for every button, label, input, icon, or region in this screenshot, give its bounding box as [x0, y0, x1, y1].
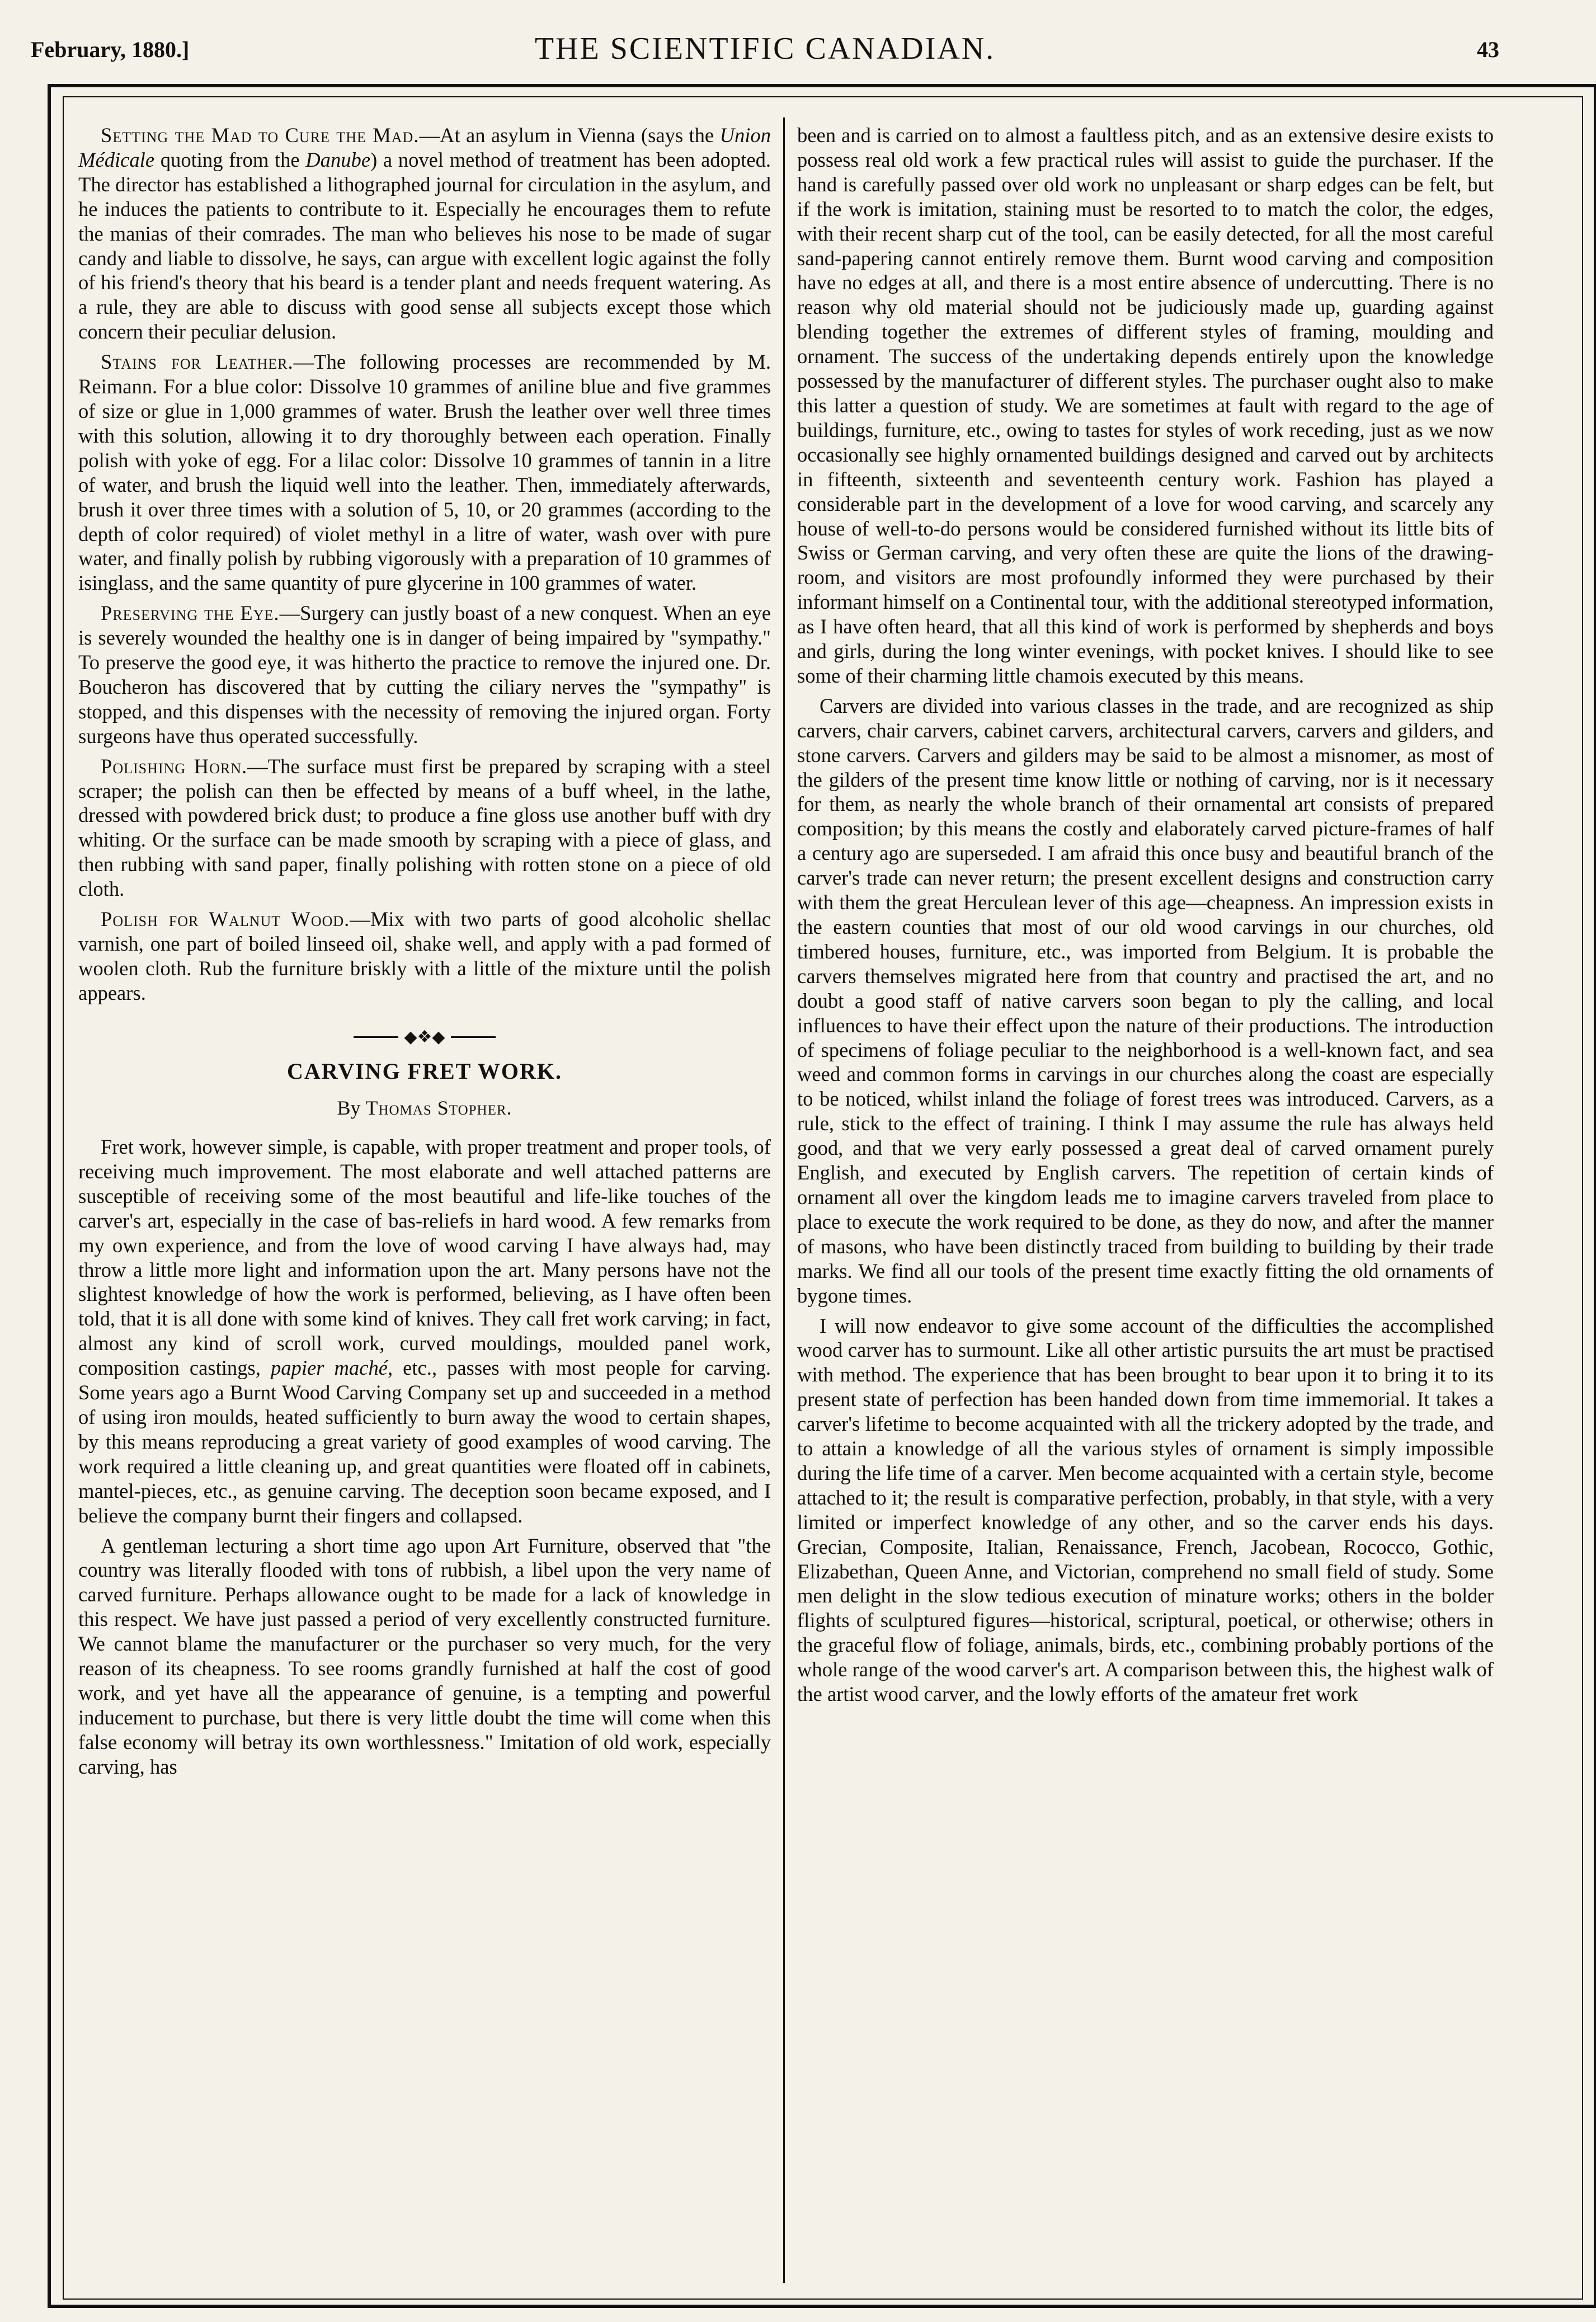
item-text: —At an asylum in Vienna (says the: [419, 124, 720, 147]
item-stains-for-leather: [78, 350, 771, 595]
item-text: quoting from the: [154, 148, 306, 171]
item-heading: Stains for Leather.: [101, 350, 294, 374]
item-text: —The following processes are recommended by M. Reimann. For a blue color: Dissolve 10 grammes of aniline blue and five grammes of size or glue in 1,000 grammes of water. Brush the leather over well three times with this solution, allowing it to dry thoroughly between each operation. Finally polish with yoke of egg. For a lilac color: Dissolve 10 grammes of tannin in a litre of water, and brush the liquid well into the leather. Then, immediately afterwards, brush it over three times with a solution of 5, 10, or 20 grammes (according to the depth of color required) of violet methyl in a litre of water, wash over with pure water, and finally polish by rubbing vigorously with a preparation of 10 grammes of isinglass, and the same quantity of pure glycerine in 100 grammes of water.: [78, 350, 771, 595]
item-setting-the-mad: [78, 123, 771, 344]
article-paragraph: A gentleman lecturing a short time ago upon Art Furniture, observed that "the country was literally flooded with tons of rubbish, a libel upon the very name of carved furniture. Perhaps allowance ought to be made for a lack of knowledge in this respect. We have just passed a period of very excellently constructed furniture. We cannot blame the manufacturer or the purchaser so very much, for the very reason of its cheapness. To see rooms grandly furnished at half the cost of good work, and yet have all the appearance of genuine, is a tempting and powerful inducement to purchase, but there is very little doubt the time will come when this false economy will betray its own worthlessness." Imitation of old work, especially carving, has: [78, 1534, 771, 1778]
item-preserving-the-eye: [78, 601, 771, 748]
paragraph-text-italic: papier maché: [270, 1356, 388, 1380]
item-polishing-horn: [78, 754, 771, 901]
article-byline: [78, 1096, 771, 1120]
item-text: —The surface must first be prepared by scraping with a steel scraper; the polish can then be effected by means of a buff wheel, in the lathe, dressed with powdered brick dust; to produce a fine gloss use another buff with dry whiting. Or the surface can be made smooth by scraping with a piece of glass, and then rubbing with sand paper, finally polishing with rotten stone on a piece of old cloth.: [78, 754, 771, 901]
article-paragraph: [78, 1135, 771, 1528]
item-heading: Polish for Walnut Wood.: [101, 908, 350, 931]
byline-author: Thomas Stopher.: [365, 1096, 512, 1119]
article-paragraph: Carvers are divided into various classes in the trade, and are recognized as ship carvers, chair carvers, cabinet carvers, architectural carvers, carvers and gilders, and stone carvers. Carvers and gilders may be said to be almost a misnomer, as most of the gilders of the present time know little or nothing of carving, nor is it necessary for them, as nearly the whole branch of their ornamental art consists of prepared composition; by this means the costly and elaborately carved picture-frames of half a century ago are superseded. I am afraid this once busy and beautiful branch of the carver's trade can never return; the present excellent designs and construction carry with them the great Herculean lever of this age—cheapness. An impression exists in the eastern counties that most of our old wood carvings in our churches, old timbered houses, furniture, etc., was imported from Belgium. It is probable the carvers themselves migrated here from that country and practised the art, and no doubt a good staff of native carvers soon began to ply the calling, and local influences to have their effect upon the nature of their productions. The introduction of specimens of foliage peculiar to the neighborhood is a well-known fact, and sea weed and common forms in carvings in our churches along the coast are especially to be noticed, whilst inland the foliage of forest trees was introduced. Carvers, as a rule, stick to the effect of training. I think I may assume the rule has always held good, and that we very early possessed a great deal of carved ornament purely English, and executed by English carvers. The repetition of certain kinds of ornament all over the kingdom leads me to imagine carvers traveled from place to place to execute the work required to be done, as they do now, and after the manner of masons, who have been distinctly traced from building to building by their trade marks. We find all our tools of the present time exactly fitting the old ornaments of bygone times.: [797, 694, 1494, 1307]
item-heading: Preserving the Eye.: [101, 601, 280, 625]
paragraph-text: , etc., passes with most people for carving. Some years ago a Burnt Wood Carving Company set up and succeeded in a method of using iron moulds, heated sufficiently to burn away the wood to certain shapes, by this means reproducing a great variety of good examples of wood carving. The work required a little cleaning up, and great quantities were floated off in cabinets, mantel-pieces, etc., as genuine carving. The deception soon became exposed, and I believe the company burnt their fingers and collapsed.: [78, 1356, 771, 1527]
item-text: —Mix with two parts of good alcoholic shellac varnish, one part of boiled linseed oil, shake well, and apply with a pad formed of woolen cloth. Rub the furniture briskly with a little of the mixture until the polish appears.: [78, 908, 771, 1004]
item-heading: Polishing Horn.: [101, 754, 248, 778]
ornament-rule: [451, 1036, 496, 1038]
ornament-glyph: ◆❖◆: [404, 1027, 445, 1046]
byline-prefix: By: [337, 1096, 366, 1119]
article-paragraph: I will now endeavor to give some account of the difficulties the accomplished wood carver has to surmount. Like all other artistic pursuits the art must be practised with method. The experience that has been brought to bear upon it to bring it to its present state of perfection has been handed down from time immemorial. It takes a carver's lifetime to become acquainted with all the trickery adopted by the trade, and to attain a knowledge of all the various styles of ornament is simply impossible during the life time of a carver. Men become acquainted with a certain style, become attached to it; the result is comparative perfection, probably, in that style, with a very limited or imperfect knowledge of any other, and so the carver ends his days. Grecian, Composite, Italian, Renaissance, French, Jacobean, Rococco, Gothic, Elizabethan, Queen Anne, and Victorian, comprehend no small field of study. Some men delight in the slow tedious execution of minature works; others in the bolder flights of sculptured figures—historical, scriptural, poetical, or otherwise; others in the graceful flow of foliage, animals, birds, etc., combining probably portions of the whole range of the wood carver's art. A comparison between this, the highest walk of the artist wood carver, and the lowly efforts of the amateur fret work: [797, 1314, 1494, 1706]
article-title: CARVING FRET WORK.: [286, 1058, 563, 1084]
paragraph-text: Fret work, however simple, is capable, with proper treatment and proper tools, of receiving much improvement. The most elaborate and well attached patterns are susceptible of receiving some of the most beautiful and life-like touches of the carver's art, especially in the case of bas-reliefs in hard wood. A few remarks from my own experience, and from the love of wood carving I have always had, may throw a little more light and information upon the art. Many persons have not the slightest knowledge of how the work is performed, believing, as I have often been told, that it is all done with some kind of knives. They call fret work carving; in fact, almost any kind of scroll work, curved mouldings, moulded panel work, composition castings,: [78, 1135, 771, 1380]
left-column: [78, 123, 771, 2283]
section-ornament: [78, 1028, 771, 1046]
running-header: [31, 31, 1499, 76]
ornament-rule: [354, 1036, 398, 1038]
page-number: 43: [1477, 37, 1499, 62]
publication-title: THE SCIENTIFIC CANADIAN.: [534, 31, 996, 66]
item-polish-for-walnut: [78, 907, 771, 1005]
item-heading: Setting the Mad to Cure the Mad.: [101, 124, 420, 147]
right-column: [797, 123, 1494, 2283]
item-text: —Surgery can justly boast of a new conquest. When an eye is severely wounded the healthy one is in danger of being impaired by "sympathy." To preserve the good eye, it was hitherto the practice to remove the injured one. Dr. Boucheron has discovered that by cutting the ciliary nerves the "sympathy" is stopped, and this dispenses with the necessity of removing the injured organ. Forty surgeons have thus operated successfully.: [78, 601, 771, 748]
item-text-italic: Union Médicale: [78, 124, 771, 171]
issue-date: February, 1880.]: [31, 37, 190, 62]
column-divider: [783, 117, 785, 2283]
item-text: ) a novel method of treatment has been adopted. The director has established a lithographed journal for circulation in the asylum, and he induces the patients to contribute to it. Especially he encourages them to refute the manias of their comrades. The man who believes his nose to be made of sugar candy and liable to dissolve, he says, can argue with excellent logic against the folly of his friend's theory that his beard is a tender plant and needs frequent watering. As a rule, they are able to discuss with good sense all subjects except those which concern their peculiar delusion.: [78, 148, 771, 344]
article-paragraph-continued: been and is carried on to almost a faultless pitch, and as an extensive desire exists to possess real old work a few practical rules will assist to guide the purchaser. If the hand is carefully passed over old work no unpleasant or sharp edges can be felt, but if the work is imitation, staining must be resorted to to match the color, the edges, with their recent sharp cut of the tool, can be easily detected, for all the most careful sand-papering cannot entirely remove them. Burnt wood carving and composition have no edges at all, and there is a most entire absence of undercutting. There is no reason why old material should not be judiciously made up, guarding against blending together the extremes of different styles of framing, moulding and ornament. The success of the undertaking depends entirely upon the knowledge possessed by the manufacturer of different styles. The purchaser ought also to make this latter a question of study. We are sometimes at fault with regard to the age of buildings, furniture, etc., owing to tastes for styles of work receding, just as we now occasionally see highly ornamented buildings designed and carved out by architects in fifteenth, sixteenth and seventeenth century work. Fashion has played a considerable part in the development of a love for wood carving, and scarcely any house of well-to-do persons would be considered furnished without its little bits of Swiss or German carving, and very often these are quite the lions of the drawing-room, and visitors are most profoundly informed they were purchased by their informant himself on a Continental tour, with the additional stereotyped information, as I have often heard, that all this kind of work is performed by shepherds and boys and girls, during the long winter evenings, with pocket knives. I should like to see some of their charming little chamois executed by this means.: [797, 124, 1494, 687]
item-text-italic: Danube: [305, 148, 371, 171]
